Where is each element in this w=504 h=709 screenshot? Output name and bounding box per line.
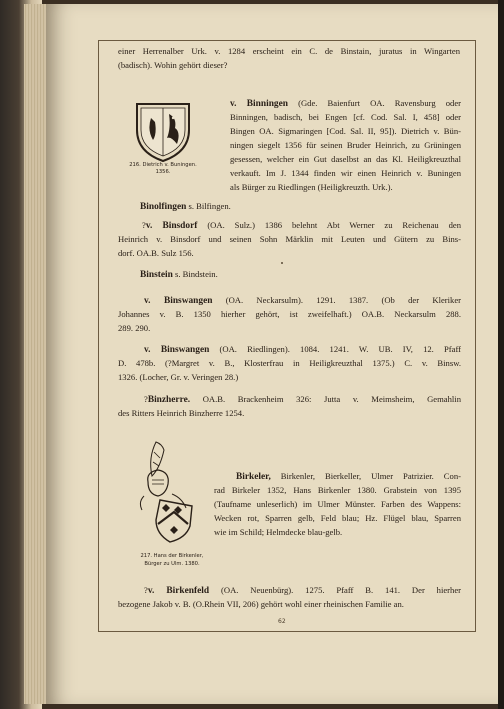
binsdorf-line-1 bbox=[142, 218, 461, 233]
birkeler-head: Birkeler, bbox=[236, 472, 271, 482]
binzherre-line-2: des Ritters Heinrich Binzherre 1254. bbox=[118, 408, 245, 418]
figure-216-caption-line-1: 216. Dietrich v. Buningen. bbox=[129, 162, 197, 168]
binstein-rest: s. Bindstein. bbox=[174, 269, 218, 279]
binsdorf-line-1-rest: (OA. Sulz.) 1386 belehnt Abt Werner zu Reichenau den bbox=[207, 220, 462, 230]
binolfingen-rest: s. Bilfingen. bbox=[188, 201, 231, 211]
binswangen1-line-2: Johannes v. B. 1350 hierher gehört, ist zweifelhaft.) OA.B. Neckarsulm 288. bbox=[118, 309, 461, 319]
binzherre-line-1-rest: OA.B. Brackenheim 326: Jutta v. Meimsheim, Gemahlin bbox=[202, 394, 461, 404]
frame-rule-bottom bbox=[98, 631, 476, 632]
binningen-line-6: verkauft. Im J. 1344 finden wir einen Heinrich v. Buningen bbox=[230, 168, 461, 178]
frame-rule-right bbox=[475, 40, 476, 632]
binningen-line-4: ningen siegelt 1356 für seinen Bruder Heinrich, zu Grüningen bbox=[230, 140, 461, 150]
birkenfeld-prefix: ? bbox=[144, 585, 148, 595]
binswangen2-line-1 bbox=[144, 342, 461, 357]
frame-rule-left bbox=[98, 40, 99, 632]
figure-216-caption-line-2: 1356. bbox=[155, 169, 171, 175]
birkenfeld-line-1-rest: (OA. Neuenbürg). 1275. Pfaff B. 141. Der hierher bbox=[221, 585, 461, 595]
intro-line-1: einer Herrenalber Urk. v. 1284 erscheint ein C. de Binstain, juratus in Wingarten bbox=[118, 46, 460, 56]
birkenfeld-head: v. Birkenfeld bbox=[147, 586, 210, 596]
birkeler-line-1 bbox=[236, 469, 461, 484]
binswangen1-line-3: 289. 290. bbox=[118, 323, 151, 333]
binsdorf-line-2: Heinrich v. Binsdorf und seinen Sohn Märklin mit Leuten und Gütern zu Bins- bbox=[118, 234, 461, 244]
binningen-line-2: Binningen, badisch, bei Engen [cf. Cod. Sal. I, 458] oder bbox=[230, 112, 461, 122]
intro-line-2: (badisch). Wohin gehört dieser? bbox=[118, 60, 228, 70]
binswangen2-line-1-rest: (OA. Riedlingen). 1084. 1241. W. UB. IV, 12. Pfaff bbox=[219, 344, 462, 354]
birkeler-line-1-rest: Birkenler, Bierkeller, Ulmer Patrizier. Con- bbox=[280, 471, 461, 481]
right-edge bbox=[498, 0, 504, 709]
binningen-line-3: Bingen OA. Sigmaringen [Cod. Sal. II, 95]). Dietrich v. Bün- bbox=[230, 126, 461, 136]
binningen-line-5: gesessen, welcher ein Gut daselbst an das Kl. Heiligkreuzthal bbox=[230, 154, 461, 164]
binningen-line-7: als Bürger zu Riedlingen (Heiligkreuzth. Urk.). bbox=[230, 182, 393, 192]
frame-rule-top bbox=[98, 40, 476, 41]
binzherre-head: Binzherre. bbox=[147, 395, 191, 405]
binningen-line-1-rest: (Gde. Baienfurt OA. Ravensburg oder bbox=[298, 98, 461, 108]
birkeler-line-2: rad Birkeler 1352, Hans Birkenler 1380. Grabstein von 1395 bbox=[214, 485, 461, 495]
figure-217-caption-line-2: Bürger zu Ulm. 1380. bbox=[144, 561, 200, 567]
binzherre-prefix: ? bbox=[144, 394, 148, 404]
birkeler-helmet-shield-icon bbox=[134, 438, 206, 548]
binningen-line-1 bbox=[230, 96, 461, 111]
binswangen1-line-1-rest: (OA. Neckarsulm). 1291. 1387. (Ob der Kleriker bbox=[225, 295, 461, 305]
binsdorf-prefix: ? bbox=[142, 220, 146, 230]
binningen-shield-icon bbox=[133, 100, 193, 164]
birkeler-line-5: wie im Schild; Helmdecke blau-gelb. bbox=[214, 527, 343, 537]
binswangen1-line-1 bbox=[144, 293, 461, 308]
binsdorf-head: v. Binsdorf bbox=[145, 221, 198, 231]
binswangen2-line-2: D. 478b. (?Margret v. B., Klosterfrau in Heiligkreuzthal 1375.) C. v. Binsw. bbox=[118, 358, 461, 368]
figure-217-caption-line-1: 217. Hans der Birkenler, bbox=[140, 553, 204, 559]
binningen-head: v. Binningen bbox=[230, 99, 288, 109]
binswangen2-line-3: 1326. (Locher, Gr. v. Veringen 28.) bbox=[118, 372, 239, 382]
ink-speck bbox=[281, 262, 283, 264]
binsdorf-line-3: dorf. OA.B. Sulz 156. bbox=[118, 248, 194, 258]
birkenfeld-line-2: bezogene Jakob v. B. (O.Rhein VII, 206) gehört wohl einer rheinischen Familie an. bbox=[118, 599, 404, 609]
binswangen1-head: v. Binswangen bbox=[144, 296, 213, 306]
page-number: 62 bbox=[278, 618, 286, 625]
birkeler-line-3: (Taufname unleserlich) im Ulmer Münster. Farben des Wappens: bbox=[214, 499, 461, 509]
birkenfeld-line-1 bbox=[144, 583, 461, 598]
birkeler-line-4: Wecken rot, Sparren gelb, Feld blau; Hz. Flügel blau, Sparren bbox=[214, 513, 461, 523]
binolfingen-entry bbox=[140, 199, 440, 214]
binzherre-line-1 bbox=[144, 392, 461, 407]
binstein-head: Binstein bbox=[140, 270, 173, 280]
binswangen2-head: v. Binswangen bbox=[144, 345, 210, 355]
binolfingen-head: Binolfingen bbox=[140, 202, 187, 212]
binstein-entry bbox=[140, 267, 440, 282]
